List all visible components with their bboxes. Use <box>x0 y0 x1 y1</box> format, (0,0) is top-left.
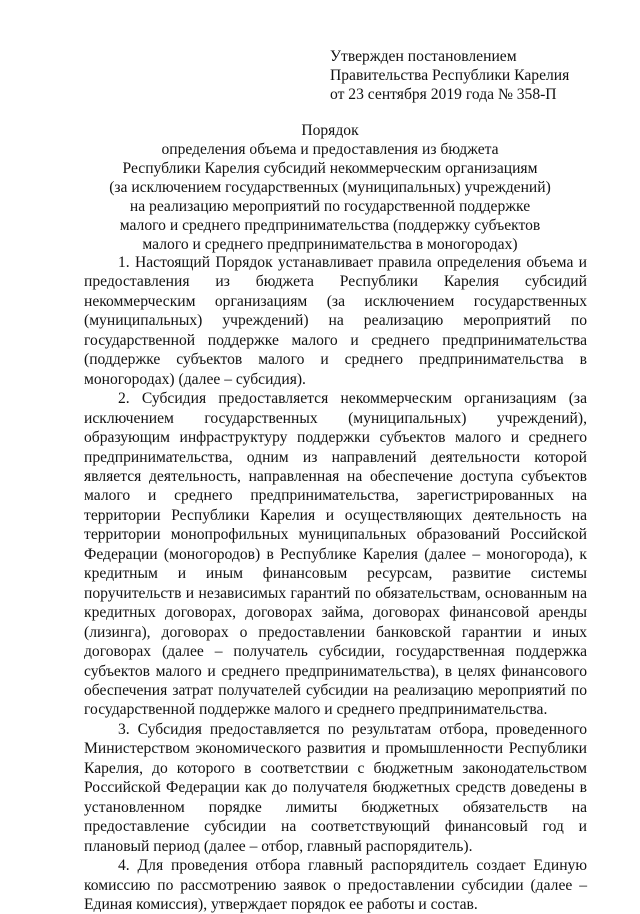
title-line-7: малого и среднего предпринимательства в моногородах) <box>142 236 518 253</box>
document-title <box>80 121 580 254</box>
title-line-3: Республики Карелия субсидий некоммерческим организациям <box>122 160 538 177</box>
approval-line-2: Правительства Республики Карелия <box>330 67 570 84</box>
title-line-5: на реализацию мероприятий по государственной поддержке <box>129 198 531 215</box>
approval-line-1: Утвержден постановлением <box>330 48 517 65</box>
paragraph-2: 2. Субсидия предоставляется некоммерческим организациям (за исключением государственных (муниципальных) учреждений), образующим инфраструктуру поддержки субъектов малого и среднего предпринимательства, одним из направлений деятельности которой является деятельность, направленная на обеспечение доступа субъектов малого и среднего предпринимательства, зарегистрированных на территории Республики Карелия и осуществляющих деятельность на территории монопрофильных муниципальных образований Российской Федерации (моногородов) в Республике Карелия (далее – моногорода), к кредитным и иным финансовым ресурсам, развитие системы поручительств и независимых гарантий по обязательствам, основанным на кредитных договорах, договорах займа, договорах финансовой аренды (лизинга), договорах о предоставлении банковской гарантии и иных договорах (далее – получатель субсидии, государственная поддержка субъектов малого и среднего предпринимательства), в целях финансового обеспечения затрат получателей субсидии на реализацию мероприятий по государственной поддержке малого и среднего предпринимательства. <box>84 390 587 719</box>
title-line-2: определения объема и предоставления из бюджета <box>161 141 499 158</box>
paragraph-3: 3. Субсидия предоставляется по результатам отбора, проведенного Министерством экономического развития и промышленности Республики Карелия, до которого в соответствии с бюджетным законодательством Российской Федерации как до получателя бюджетных средств доведены в установленном порядке лимиты бюджетных обязательств на предоставление субсидии на соответствующий финансовый год и плановый период (далее – отбор, главный распорядитель). <box>84 720 587 855</box>
paragraph-4: 4. Для проведения отбора главный распорядитель создает Единую комиссию по рассмотрению заявок о предоставлении субсидии (далее – Единая комиссия), утверждает порядок ее работы и состав. <box>84 857 587 913</box>
title-line-4: (за исключением государственных (муниципальных) учреждений) <box>109 179 551 196</box>
title-line-1: Порядок <box>301 122 359 139</box>
paragraph-1: 1. Настоящий Порядок устанавливает правила определения объема и предоставления из бюджета Республики Карелия субсидий некоммерческим организациям (за исключением государственных (муниципальных) учреждений) на реализацию мероприятий по государственной поддержке малого и среднего предпринимательства (поддержке субъектов малого и среднего предпринимательства в моногородах) (далее – субсидия). <box>84 254 587 388</box>
approval-line-3: от 23 сентября 2019 года № 358-П <box>330 86 557 103</box>
document-body <box>84 253 587 914</box>
approval-stamp <box>330 47 569 104</box>
title-line-6: малого и среднего предпринимательства (поддержку субъектов <box>119 217 541 234</box>
